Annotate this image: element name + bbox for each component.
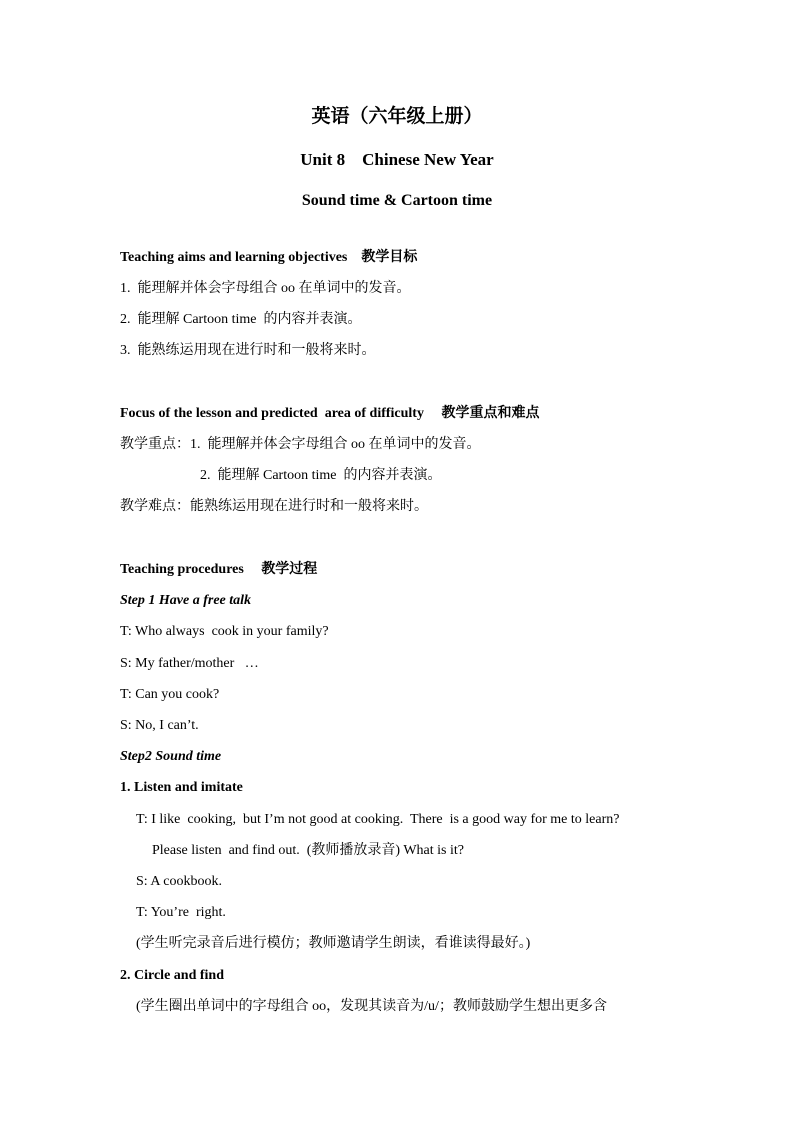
sub1-line-3: S: A cookbook.: [136, 874, 222, 889]
aims-heading: Teaching aims and learning objectives 教学目标: [120, 250, 418, 265]
sub1-line-5: (学生听完录音后进行模仿；教师邀请学生朗读，看谁读得最好。): [136, 936, 531, 951]
focus-heading: Focus of the lesson and predicted area of difficulty 教学重点和难点: [120, 406, 540, 421]
sub1-line-4: T: You’re right.: [136, 905, 226, 920]
step1-line-1: T: Who always cook in your family?: [120, 624, 329, 639]
step1-line-4: S: No, I can’t.: [120, 718, 199, 733]
sub2-line-1: (学生圈出单词中的字母组合 oo，发现其读音为/u/；教师鼓励学生想出更多含: [136, 999, 607, 1014]
step2-title: Step2 Sound time: [120, 749, 222, 764]
aim-item-2: 2. 能理解 Cartoon time 的内容并表演。: [120, 312, 362, 327]
step1-title: Step 1 Have a free talk: [120, 593, 252, 608]
sub1-title: 1. Listen and imitate: [120, 780, 243, 795]
sub1-line-1: T: I like cooking, but I’m not good at cooking. There is a good way for me to learn?: [136, 812, 620, 827]
unit-title: Unit 8 Chinese New Year: [300, 150, 494, 169]
step1-line-2: S: My father/mother …: [120, 656, 259, 671]
sub1-line-2: Please listen and find out. (教师播放录音) What is it?: [152, 843, 464, 858]
key-point-1: 教学重点：1. 能理解并体会字母组合 oo 在单词中的发音。: [120, 437, 481, 452]
sub2-title: 2. Circle and find: [120, 968, 224, 983]
step1-line-3: T: Can you cook?: [120, 687, 220, 702]
aim-item-3: 3. 能熟练运用现在进行时和一般将来时。: [120, 343, 376, 358]
lesson-title: Sound time & Cartoon time: [301, 192, 493, 209]
key-point-2: 2. 能理解 Cartoon time 的内容并表演。: [200, 468, 442, 483]
procedures-heading: Teaching procedures 教学过程: [120, 562, 318, 577]
document-title: 英语（六年级上册）: [311, 106, 483, 127]
aim-item-1: 1. 能理解并体会字母组合 oo 在单词中的发音。: [120, 281, 411, 296]
difficulty-point: 教学难点：能熟练运用现在进行时和一般将来时。: [120, 499, 428, 514]
